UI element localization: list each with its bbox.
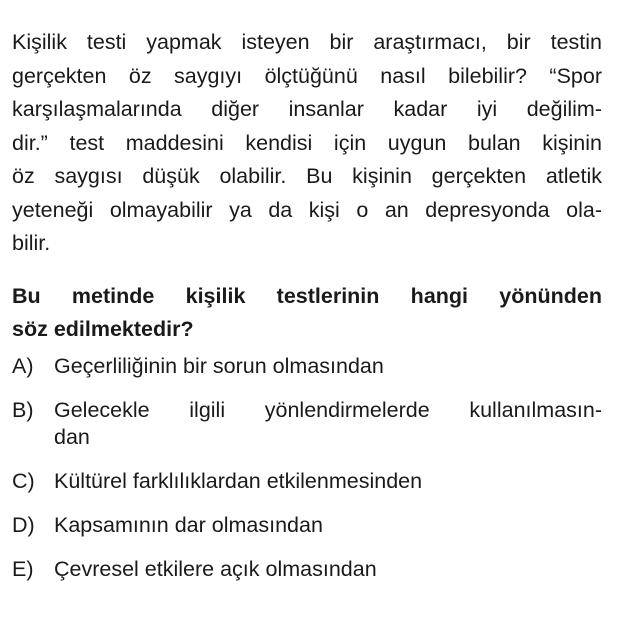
passage-line: Kişilik testi yapmak isteyen bir araştırmacı, bir testin bbox=[12, 30, 602, 54]
option-letter: E) bbox=[12, 556, 34, 581]
option-letter: B) bbox=[12, 397, 34, 422]
option-line: dan bbox=[54, 424, 90, 449]
option-line: Çevresel etkilere açık olmasından bbox=[54, 556, 377, 581]
option-text bbox=[54, 468, 602, 495]
passage-line: öz saygısı düşük olabilir. Bu kişinin gerçekten atletik bbox=[12, 164, 602, 188]
option-line: Kültürel farklılıklardan etkilenmesinden bbox=[54, 468, 423, 493]
option-text bbox=[54, 512, 602, 539]
option-letter: C) bbox=[12, 468, 35, 493]
passage-line: gerçekten öz saygıyı ölçtüğünü nasıl bilebilir? “Spor bbox=[12, 63, 602, 88]
option-text bbox=[54, 397, 602, 451]
option-line: Geçerliliğinin bir sorun olmasından bbox=[54, 353, 384, 378]
option-d[interactable] bbox=[12, 512, 602, 539]
passage-text bbox=[12, 26, 602, 261]
passage-line: dir.” test maddesini kendisi için uygun bulan kişinin bbox=[12, 130, 602, 155]
option-line: Kapsamının dar olmasından bbox=[54, 512, 323, 537]
answer-options bbox=[12, 353, 602, 583]
passage-line: yeteneği olmayabilir ya da kişi o an depresyonda ola- bbox=[12, 197, 602, 222]
option-letter: D) bbox=[12, 512, 35, 537]
option-e[interactable] bbox=[12, 556, 602, 583]
option-line: Gelecekle ilgili yönlendirmelerde kullanılmasın- bbox=[54, 397, 602, 422]
passage-line: karşılaşmalarında diğer insanlar kadar iyi değilim- bbox=[12, 97, 602, 121]
option-a[interactable] bbox=[12, 353, 602, 380]
option-text bbox=[54, 556, 602, 583]
option-b[interactable] bbox=[12, 397, 602, 451]
option-text bbox=[54, 353, 602, 380]
question-stem bbox=[12, 280, 602, 347]
question-line: söz edilmektedir? bbox=[12, 317, 194, 341]
passage-line: bilir. bbox=[12, 231, 51, 255]
question-page bbox=[12, 26, 602, 600]
option-letter: A) bbox=[12, 353, 34, 378]
question-line: Bu metinde kişilik testlerinin hangi yönünden bbox=[12, 283, 602, 308]
option-c[interactable] bbox=[12, 468, 602, 495]
